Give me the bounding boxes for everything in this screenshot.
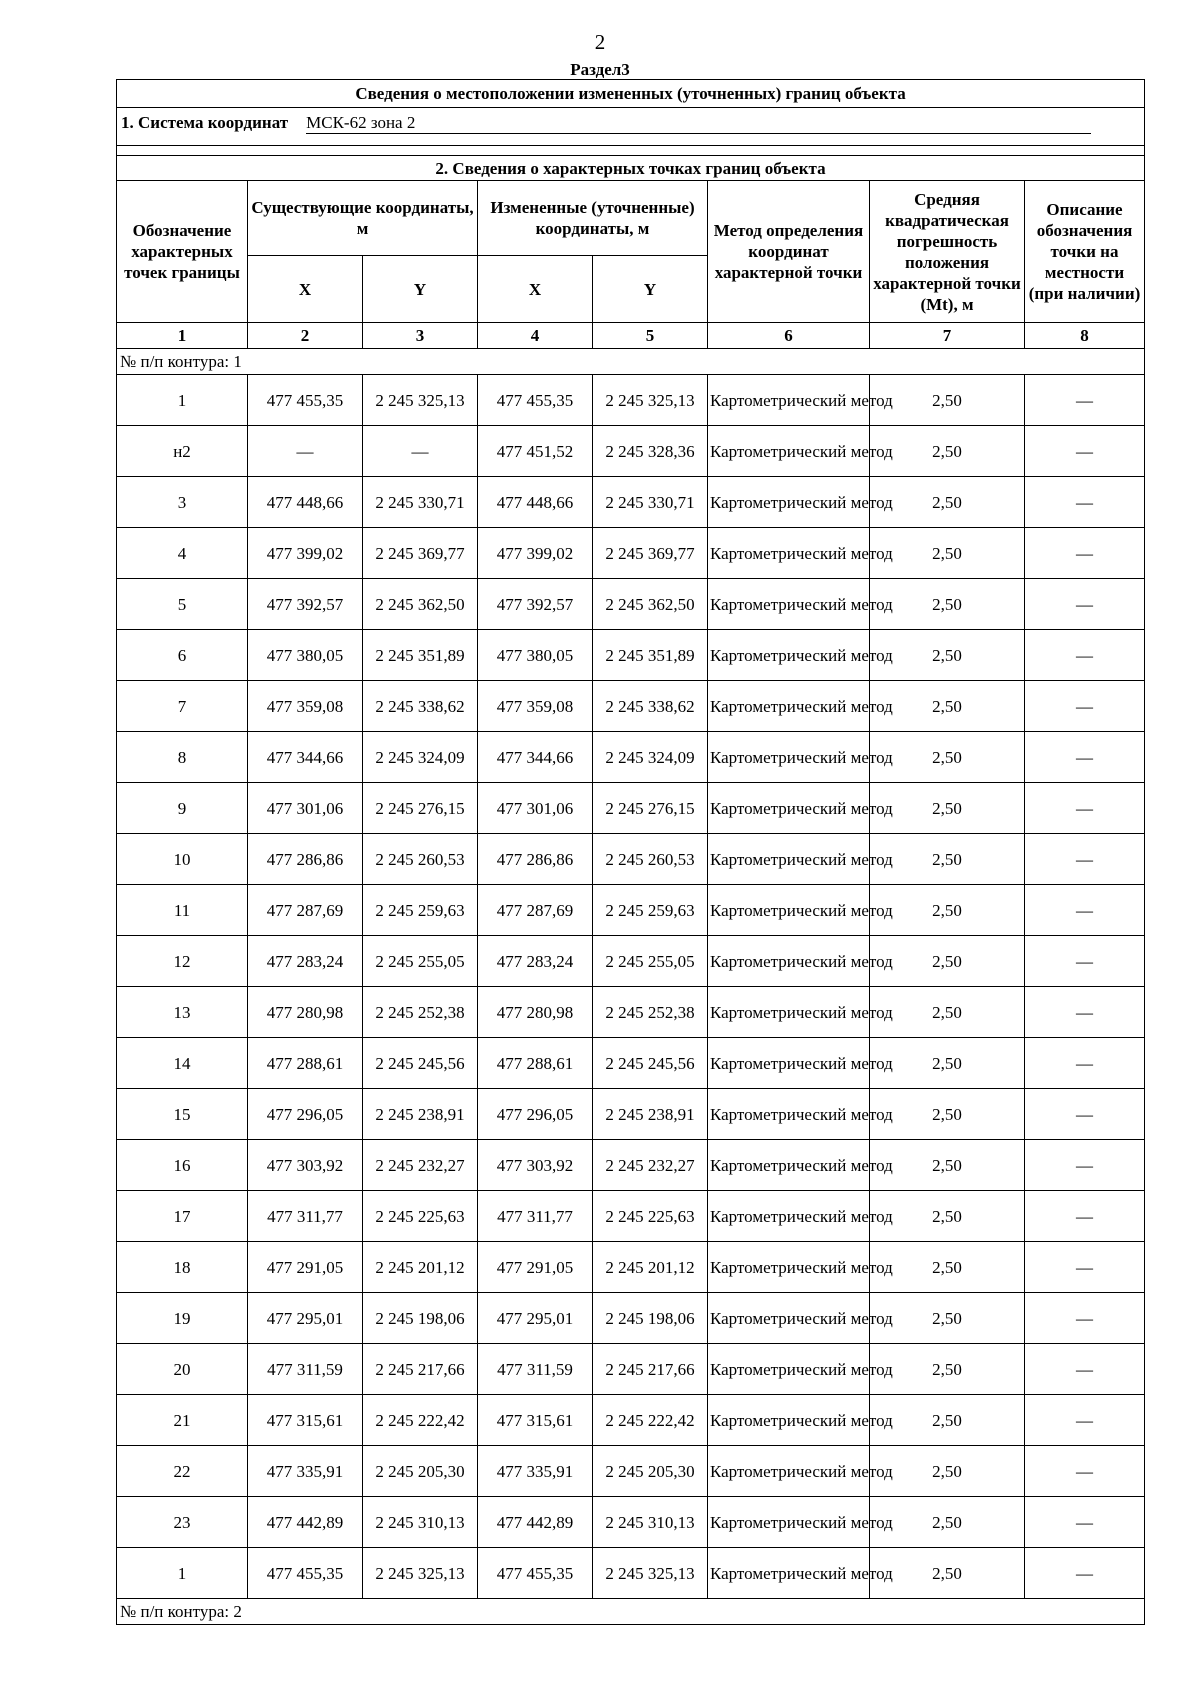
changed-x-cell: 477 296,05 <box>478 1089 593 1140</box>
table-row <box>117 681 1145 732</box>
description-cell: — <box>1025 1548 1145 1599</box>
error-cell: 2,50 <box>870 1089 1025 1140</box>
existing-x-cell: 477 392,57 <box>248 579 363 630</box>
changed-y-cell: 2 245 362,50 <box>593 579 708 630</box>
method-cell: Картометрический метод <box>708 1242 870 1293</box>
existing-y-cell: 2 245 252,38 <box>363 987 478 1038</box>
error-cell: 2,50 <box>870 1038 1025 1089</box>
description-cell: — <box>1025 681 1145 732</box>
changed-x-cell: 477 291,05 <box>478 1242 593 1293</box>
changed-x-cell: 477 301,06 <box>478 783 593 834</box>
changed-y-cell: 2 245 255,05 <box>593 936 708 987</box>
changed-x-cell: 477 380,05 <box>478 630 593 681</box>
point-cell: 20 <box>117 1344 248 1395</box>
changed-y-cell: 2 245 252,38 <box>593 987 708 1038</box>
method-cell: Картометрический метод <box>708 477 870 528</box>
changed-y-cell: 2 245 232,27 <box>593 1140 708 1191</box>
table-row <box>117 732 1145 783</box>
changed-y-cell: 2 245 259,63 <box>593 885 708 936</box>
changed-x-cell: 477 311,59 <box>478 1344 593 1395</box>
table-title: Сведения о местоположении измененных (уточненных) границ объекта <box>117 80 1145 108</box>
column-number: 6 <box>708 323 870 349</box>
method-cell: Картометрический метод <box>708 783 870 834</box>
table-row <box>117 1293 1145 1344</box>
point-cell: 1 <box>117 1548 248 1599</box>
changed-y-cell: 2 245 324,09 <box>593 732 708 783</box>
existing-y-cell: 2 245 222,42 <box>363 1395 478 1446</box>
error-cell: 2,50 <box>870 1344 1025 1395</box>
error-cell: 2,50 <box>870 1446 1025 1497</box>
error-cell: 2,50 <box>870 630 1025 681</box>
existing-y-cell: 2 245 225,63 <box>363 1191 478 1242</box>
error-cell: 2,50 <box>870 732 1025 783</box>
table-row <box>117 477 1145 528</box>
error-cell: 2,50 <box>870 528 1025 579</box>
description-cell: — <box>1025 375 1145 426</box>
point-cell: 18 <box>117 1242 248 1293</box>
column-number: 5 <box>593 323 708 349</box>
description-cell: — <box>1025 834 1145 885</box>
table-row <box>117 987 1145 1038</box>
error-cell: 2,50 <box>870 1548 1025 1599</box>
spacer-cell <box>117 146 1145 156</box>
header-changed-y: Y <box>593 256 708 323</box>
table-subtitle: 2. Сведения о характерных точках границ объекта <box>117 156 1145 181</box>
changed-y-cell: 2 245 310,13 <box>593 1497 708 1548</box>
existing-y-cell: 2 245 338,62 <box>363 681 478 732</box>
changed-y-cell: 2 245 238,91 <box>593 1089 708 1140</box>
changed-x-cell: 477 315,61 <box>478 1395 593 1446</box>
table-row <box>117 1140 1145 1191</box>
existing-y-cell: 2 245 259,63 <box>363 885 478 936</box>
method-cell: Картометрический метод <box>708 1548 870 1599</box>
description-cell: — <box>1025 783 1145 834</box>
method-cell: Картометрический метод <box>708 1089 870 1140</box>
point-cell: 5 <box>117 579 248 630</box>
point-cell: 16 <box>117 1140 248 1191</box>
existing-y-cell: 2 245 369,77 <box>363 528 478 579</box>
error-cell: 2,50 <box>870 477 1025 528</box>
method-cell: Картометрический метод <box>708 1344 870 1395</box>
method-cell: Картометрический метод <box>708 1191 870 1242</box>
table-row <box>117 885 1145 936</box>
existing-x-cell: 477 380,05 <box>248 630 363 681</box>
existing-x-cell: 477 311,77 <box>248 1191 363 1242</box>
error-cell: 2,50 <box>870 1395 1025 1446</box>
table-row <box>117 1191 1145 1242</box>
changed-y-cell: 2 245 217,66 <box>593 1344 708 1395</box>
changed-x-cell: 477 399,02 <box>478 528 593 579</box>
description-cell: — <box>1025 1395 1145 1446</box>
point-cell: 22 <box>117 1446 248 1497</box>
point-cell: 9 <box>117 783 248 834</box>
point-cell: 12 <box>117 936 248 987</box>
description-cell: — <box>1025 1242 1145 1293</box>
description-cell: — <box>1025 1293 1145 1344</box>
existing-x-cell: 477 335,91 <box>248 1446 363 1497</box>
column-number: 3 <box>363 323 478 349</box>
existing-x-cell: 477 448,66 <box>248 477 363 528</box>
existing-y-cell: 2 245 310,13 <box>363 1497 478 1548</box>
table-row <box>117 630 1145 681</box>
table-row <box>117 1446 1145 1497</box>
column-number: 2 <box>248 323 363 349</box>
changed-x-cell: 477 287,69 <box>478 885 593 936</box>
table-row <box>117 1395 1145 1446</box>
description-cell: — <box>1025 987 1145 1038</box>
contour-row <box>117 349 1145 375</box>
changed-x-cell: 477 455,35 <box>478 1548 593 1599</box>
coordinate-system-cell <box>117 108 1145 146</box>
point-cell: 7 <box>117 681 248 732</box>
method-cell: Картометрический метод <box>708 885 870 936</box>
coordinate-system-label: 1. Система координат <box>121 113 289 132</box>
existing-x-cell: 477 291,05 <box>248 1242 363 1293</box>
existing-x-cell: 477 344,66 <box>248 732 363 783</box>
spacer-row <box>117 146 1145 156</box>
description-cell: — <box>1025 630 1145 681</box>
existing-y-cell: — <box>363 426 478 477</box>
description-cell: — <box>1025 1089 1145 1140</box>
changed-x-cell: 477 442,89 <box>478 1497 593 1548</box>
table-row <box>117 579 1145 630</box>
point-cell: 13 <box>117 987 248 1038</box>
point-cell: 14 <box>117 1038 248 1089</box>
header-row-top <box>117 181 1145 256</box>
table-row <box>117 936 1145 987</box>
changed-x-cell: 477 311,77 <box>478 1191 593 1242</box>
existing-x-cell: 477 295,01 <box>248 1293 363 1344</box>
existing-y-cell: 2 245 245,56 <box>363 1038 478 1089</box>
coordinate-system-row <box>117 108 1145 146</box>
table-subtitle-row <box>117 156 1145 181</box>
method-cell: Картометрический метод <box>708 630 870 681</box>
description-cell: — <box>1025 1191 1145 1242</box>
existing-y-cell: 2 245 217,66 <box>363 1344 478 1395</box>
changed-x-cell: 477 280,98 <box>478 987 593 1038</box>
coordinate-system-value: МСК-62 зона 2 <box>306 113 1091 134</box>
point-cell: 11 <box>117 885 248 936</box>
description-cell: — <box>1025 1140 1145 1191</box>
existing-x-cell: 477 301,06 <box>248 783 363 834</box>
contour-row <box>117 1599 1145 1625</box>
method-cell: Картометрический метод <box>708 681 870 732</box>
changed-y-cell: 2 245 245,56 <box>593 1038 708 1089</box>
method-cell: Картометрический метод <box>708 732 870 783</box>
existing-x-cell: 477 311,59 <box>248 1344 363 1395</box>
contour-label: № п/п контура: 2 <box>117 1599 1145 1625</box>
existing-x-cell: — <box>248 426 363 477</box>
changed-x-cell: 477 448,66 <box>478 477 593 528</box>
column-number: 8 <box>1025 323 1145 349</box>
point-cell: 23 <box>117 1497 248 1548</box>
changed-x-cell: 477 295,01 <box>478 1293 593 1344</box>
existing-x-cell: 477 288,61 <box>248 1038 363 1089</box>
method-cell: Картометрический метод <box>708 987 870 1038</box>
existing-y-cell: 2 245 325,13 <box>363 1548 478 1599</box>
error-cell: 2,50 <box>870 834 1025 885</box>
point-cell: 3 <box>117 477 248 528</box>
changed-x-cell: 477 359,08 <box>478 681 593 732</box>
description-cell: — <box>1025 1497 1145 1548</box>
description-cell: — <box>1025 1344 1145 1395</box>
method-cell: Картометрический метод <box>708 528 870 579</box>
column-number: 4 <box>478 323 593 349</box>
error-cell: 2,50 <box>870 1140 1025 1191</box>
existing-y-cell: 2 245 330,71 <box>363 477 478 528</box>
existing-x-cell: 477 315,61 <box>248 1395 363 1446</box>
changed-x-cell: 477 286,86 <box>478 834 593 885</box>
changed-y-cell: 2 245 325,13 <box>593 375 708 426</box>
point-cell: 19 <box>117 1293 248 1344</box>
table-row <box>117 783 1145 834</box>
header-existing-x: X <box>248 256 363 323</box>
table-row <box>117 1548 1145 1599</box>
existing-y-cell: 2 245 201,12 <box>363 1242 478 1293</box>
existing-y-cell: 2 245 260,53 <box>363 834 478 885</box>
table-row <box>117 426 1145 477</box>
changed-y-cell: 2 245 330,71 <box>593 477 708 528</box>
table-row <box>117 1344 1145 1395</box>
point-cell: 17 <box>117 1191 248 1242</box>
table-title-row <box>117 80 1145 108</box>
description-cell: — <box>1025 1038 1145 1089</box>
description-cell: — <box>1025 528 1145 579</box>
table-row <box>117 528 1145 579</box>
existing-y-cell: 2 245 362,50 <box>363 579 478 630</box>
error-cell: 2,50 <box>870 987 1025 1038</box>
existing-y-cell: 2 245 205,30 <box>363 1446 478 1497</box>
changed-x-cell: 477 344,66 <box>478 732 593 783</box>
header-method: Метод определения координат характерной точки <box>708 181 870 323</box>
column-number-row <box>117 323 1145 349</box>
error-cell: 2,50 <box>870 1242 1025 1293</box>
header-error: Средняя квадратическая погрешность положения характерной точки (Mt), м <box>870 181 1025 323</box>
existing-x-cell: 477 287,69 <box>248 885 363 936</box>
existing-y-cell: 2 245 232,27 <box>363 1140 478 1191</box>
error-cell: 2,50 <box>870 375 1025 426</box>
error-cell: 2,50 <box>870 936 1025 987</box>
existing-y-cell: 2 245 324,09 <box>363 732 478 783</box>
method-cell: Картометрический метод <box>708 375 870 426</box>
method-cell: Картометрический метод <box>708 1395 870 1446</box>
point-cell: 4 <box>117 528 248 579</box>
description-cell: — <box>1025 885 1145 936</box>
header-existing-y: Y <box>363 256 478 323</box>
description-cell: — <box>1025 732 1145 783</box>
error-cell: 2,50 <box>870 1191 1025 1242</box>
header-changed-x: X <box>478 256 593 323</box>
table-row <box>117 1089 1145 1140</box>
method-cell: Картометрический метод <box>708 579 870 630</box>
error-cell: 2,50 <box>870 579 1025 630</box>
existing-x-cell: 477 455,35 <box>248 1548 363 1599</box>
existing-y-cell: 2 245 325,13 <box>363 375 478 426</box>
error-cell: 2,50 <box>870 681 1025 732</box>
changed-y-cell: 2 245 198,06 <box>593 1293 708 1344</box>
changed-y-cell: 2 245 260,53 <box>593 834 708 885</box>
method-cell: Картометрический метод <box>708 834 870 885</box>
section-label: Раздел3 <box>570 60 630 79</box>
table-row <box>117 1497 1145 1548</box>
changed-x-cell: 477 283,24 <box>478 936 593 987</box>
error-cell: 2,50 <box>870 1293 1025 1344</box>
existing-x-cell: 477 286,86 <box>248 834 363 885</box>
changed-x-cell: 477 335,91 <box>478 1446 593 1497</box>
header-existing: Существующие координаты, м <box>248 181 478 256</box>
changed-x-cell: 477 455,35 <box>478 375 593 426</box>
method-cell: Картометрический метод <box>708 936 870 987</box>
error-cell: 2,50 <box>870 783 1025 834</box>
point-cell: 8 <box>117 732 248 783</box>
table-row <box>117 375 1145 426</box>
method-cell: Картометрический метод <box>708 426 870 477</box>
point-cell: н2 <box>117 426 248 477</box>
method-cell: Картометрический метод <box>708 1497 870 1548</box>
header-point: Обозначение характерных точек границы <box>117 181 248 323</box>
header-description: Описание обозначения точки на местности (при наличии) <box>1025 181 1145 323</box>
existing-y-cell: 2 245 255,05 <box>363 936 478 987</box>
description-cell: — <box>1025 1446 1145 1497</box>
changed-x-cell: 477 288,61 <box>478 1038 593 1089</box>
changed-y-cell: 2 245 325,13 <box>593 1548 708 1599</box>
page-number: 2 <box>594 30 606 54</box>
existing-x-cell: 477 283,24 <box>248 936 363 987</box>
point-cell: 21 <box>117 1395 248 1446</box>
point-cell: 1 <box>117 375 248 426</box>
column-number: 7 <box>870 323 1025 349</box>
table-row <box>117 834 1145 885</box>
existing-x-cell: 477 280,98 <box>248 987 363 1038</box>
header-changed: Измененные (уточненные) координаты, м <box>478 181 708 256</box>
method-cell: Картометрический метод <box>708 1038 870 1089</box>
description-cell: — <box>1025 477 1145 528</box>
existing-x-cell: 477 442,89 <box>248 1497 363 1548</box>
point-cell: 15 <box>117 1089 248 1140</box>
changed-y-cell: 2 245 276,15 <box>593 783 708 834</box>
existing-y-cell: 2 245 198,06 <box>363 1293 478 1344</box>
error-cell: 2,50 <box>870 426 1025 477</box>
changed-y-cell: 2 245 205,30 <box>593 1446 708 1497</box>
description-cell: — <box>1025 936 1145 987</box>
contour-label: № п/п контура: 1 <box>117 349 1145 375</box>
table-row <box>117 1038 1145 1089</box>
changed-y-cell: 2 245 225,63 <box>593 1191 708 1242</box>
method-cell: Картометрический метод <box>708 1446 870 1497</box>
error-cell: 2,50 <box>870 885 1025 936</box>
table-row <box>117 1242 1145 1293</box>
changed-y-cell: 2 245 338,62 <box>593 681 708 732</box>
existing-y-cell: 2 245 276,15 <box>363 783 478 834</box>
changed-x-cell: 477 392,57 <box>478 579 593 630</box>
existing-x-cell: 477 399,02 <box>248 528 363 579</box>
changed-y-cell: 2 245 222,42 <box>593 1395 708 1446</box>
changed-y-cell: 2 245 351,89 <box>593 630 708 681</box>
existing-y-cell: 2 245 351,89 <box>363 630 478 681</box>
changed-y-cell: 2 245 369,77 <box>593 528 708 579</box>
description-cell: — <box>1025 579 1145 630</box>
existing-x-cell: 477 303,92 <box>248 1140 363 1191</box>
existing-x-cell: 477 455,35 <box>248 375 363 426</box>
point-cell: 10 <box>117 834 248 885</box>
existing-x-cell: 477 359,08 <box>248 681 363 732</box>
existing-x-cell: 477 296,05 <box>248 1089 363 1140</box>
changed-x-cell: 477 451,52 <box>478 426 593 477</box>
changed-y-cell: 2 245 328,36 <box>593 426 708 477</box>
method-cell: Картометрический метод <box>708 1140 870 1191</box>
column-number: 1 <box>117 323 248 349</box>
point-cell: 6 <box>117 630 248 681</box>
changed-y-cell: 2 245 201,12 <box>593 1242 708 1293</box>
changed-x-cell: 477 303,92 <box>478 1140 593 1191</box>
existing-y-cell: 2 245 238,91 <box>363 1089 478 1140</box>
description-cell: — <box>1025 426 1145 477</box>
method-cell: Картометрический метод <box>708 1293 870 1344</box>
boundary-points-table <box>116 79 1145 1625</box>
error-cell: 2,50 <box>870 1497 1025 1548</box>
